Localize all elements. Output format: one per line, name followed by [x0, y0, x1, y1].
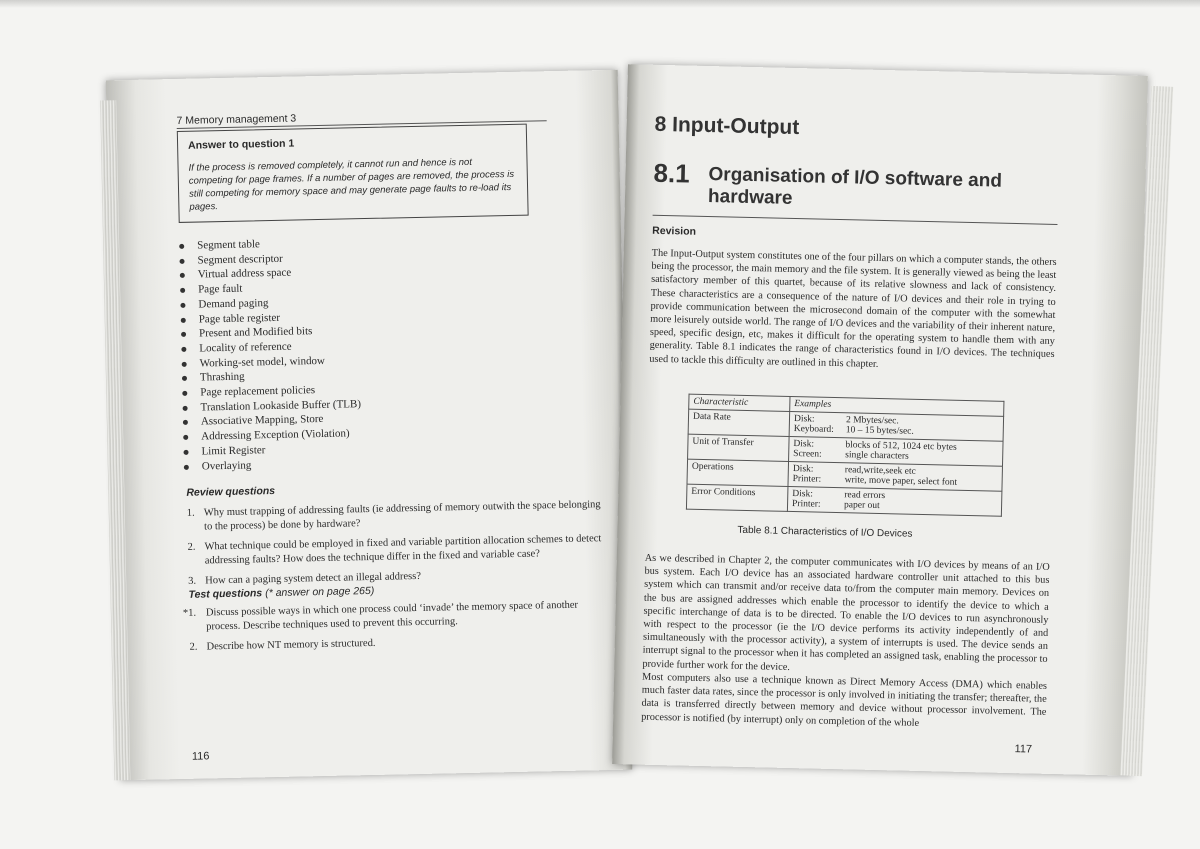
section-title: Organisation of I/O software and hardware: [707, 164, 1003, 209]
question-number: 3.: [188, 575, 197, 587]
device-label: Disk:: [793, 414, 815, 425]
example-value: read errors: [844, 490, 886, 502]
review-questions-heading: Review questions: [186, 484, 276, 499]
running-head: 7 Memory management 3: [176, 107, 546, 129]
question-text: Discuss possible ways in which one process could ‘invade’ the memory space of another process. Describe techniques used to prevent this occurring.: [205, 599, 579, 632]
table-header: Characteristic: [689, 394, 790, 411]
question-number: *1.: [182, 607, 197, 619]
page-number-left: 116: [191, 750, 210, 763]
body-paragraph: The Input-Output system constitutes one of the four pillars on which a computer stands, the others being the processor, the main memory and the file system. It is generally viewed as being the least satisfactory member of this quartet, because of its relative slowness and lack of consistency. These characteristics are a consequence of the nature of I/O devices and their role in trying to provide communication between the microsecond domain of the computer with the somewhat more leisurely outside world. The range of I/O devices and the variability of their inherent nature, speed, specific design, etc, makes it difficult for the operating system to handle them with any generality. Table 8.1 indicates the range of characteristics found in I/O devices. The techniques used to tackle this difficulty are outlined in this chapter.: [649, 247, 1057, 370]
open-book: [105, 70, 1140, 780]
key-term: Associative Mapping, Store: [181, 412, 362, 430]
section-number: 8.1: [653, 157, 691, 189]
device-label: Keyboard:: [793, 424, 834, 435]
test-questions-list: [182, 598, 610, 661]
test-question: [189, 632, 609, 654]
key-term: Page fault: [178, 279, 359, 297]
question-text: What technique could be employed in fixed and variable partition allocation schemes to detect addressing faults? How does the technique differ in the fixed and variable case?: [204, 533, 602, 566]
chapter-title: 8 Input-Output: [654, 112, 800, 140]
body-paragraph: Most computers also use a technique known as Direct Memory Access (DMA) which enables much faster data rates, since the processor is only involved in initiating the transfer; thereafter, the data is transferred directly between memory and device without processor involvement. The processor is notified (by interrupt) only on completion of the whole: [641, 671, 1048, 729]
table-cell-examples: [787, 486, 1002, 516]
key-term: Segment descriptor: [177, 250, 358, 268]
answer-title: Answer to question 1: [187, 137, 295, 152]
table-cell-characteristic: Operations: [687, 459, 789, 486]
device-label: Printer:: [791, 499, 821, 510]
test-questions-note: (* answer on page 265): [265, 584, 375, 600]
key-term: Working-set model, window: [180, 353, 361, 371]
question-number: 2.: [187, 541, 196, 553]
question-text: How can a paging system detect an illegal address?: [205, 570, 422, 587]
key-term: Demand paging: [178, 294, 359, 312]
example-value: read,write,seek etc: [844, 465, 916, 477]
table-header: Examples: [790, 396, 1004, 416]
answer-text: If the process is removed completely, it cannot run and hence is not competing for page frames. If a number of pages are removed, the process is still competing for memory space and may generate page faults to re-load its pages.: [188, 156, 515, 213]
key-term: Translation Lookaside Buffer (TLB): [180, 397, 361, 415]
left-page-edge: [100, 100, 130, 780]
example-value: paper out: [843, 500, 880, 512]
key-term: Page table register: [179, 309, 360, 327]
question-number: 1.: [186, 507, 195, 519]
table-cell-characteristic: Data Rate: [688, 409, 790, 436]
page-number-right: 117: [1014, 743, 1033, 756]
test-questions-heading: [188, 585, 374, 601]
right-page: [612, 64, 1148, 776]
left-page: [106, 70, 633, 781]
review-question: [187, 498, 607, 534]
device-label: Disk:: [792, 489, 813, 500]
example-value: 2 Mbytes/sec.: [845, 415, 899, 427]
review-question: [188, 566, 608, 588]
example-value: write, move paper, select font: [844, 475, 958, 488]
key-term: Thrashing: [180, 367, 361, 385]
device-label: Disk:: [792, 464, 814, 475]
key-term: Virtual address space: [178, 265, 359, 283]
body-paragraph: As we described in Chapter 2, the computer communicates with I/O devices by means of an I/O bus system. Each I/O device has an associated hardware controller unit attached to this bus system which can transmit and/or receive data to/from the computer main memory. Devices on the bus are assigned addresses which enable the processor to identify the device to which a specific interchange of data is to be directed. To enable the I/O devices to run asynchronously with respect to the processor (ie the I/O device performs its activity independently of and simultaneously with the processor activity), a system of interrupts is used. The device sends an interrupt signal to the processor when it has completed an assigned task, enabling the processor to provide further work for the device.: [642, 552, 1050, 673]
device-label: Disk:: [793, 439, 815, 450]
section-rule: [653, 215, 1058, 225]
key-term: Limit Register: [181, 441, 362, 459]
key-terms-list: [177, 235, 362, 474]
key-term: Addressing Exception (Violation): [181, 426, 362, 444]
key-term: Page replacement policies: [180, 382, 361, 400]
question-text: Why must trapping of addressing faults (ie addressing of memory outwith the space belonging to the process) be done by hardware?: [203, 499, 601, 532]
device-label: Screen:: [793, 449, 822, 460]
key-term: Overlaying: [182, 456, 363, 474]
question-number: 2.: [189, 641, 198, 653]
review-questions-list: [187, 498, 609, 595]
key-term: Present and Modified bits: [179, 323, 360, 341]
review-question: [187, 532, 607, 568]
test-question: [182, 598, 609, 634]
question-text: Describe how NT memory is structured.: [206, 637, 376, 653]
revision-heading: Revision: [652, 224, 697, 238]
characteristics-table: [686, 394, 1005, 517]
key-term: Segment table: [177, 235, 358, 253]
test-questions-title: Test questions: [188, 587, 263, 601]
device-label: Printer:: [792, 474, 822, 485]
right-page-edge: [1120, 86, 1173, 776]
scan-border: [0, 0, 1200, 8]
example-value: blocks of 512, 1024 etc bytes: [845, 440, 957, 453]
table-cell-characteristic: Error Conditions: [686, 484, 788, 511]
table-cell-characteristic: Unit of Transfer: [688, 434, 790, 461]
example-value: 10 – 15 bytes/sec.: [845, 425, 914, 437]
table-caption: Table 8.1 Characteristics of I/O Devices: [737, 524, 913, 540]
key-term: Locality of reference: [179, 338, 360, 356]
example-value: single characters: [845, 450, 909, 462]
answer-box: [177, 124, 529, 223]
